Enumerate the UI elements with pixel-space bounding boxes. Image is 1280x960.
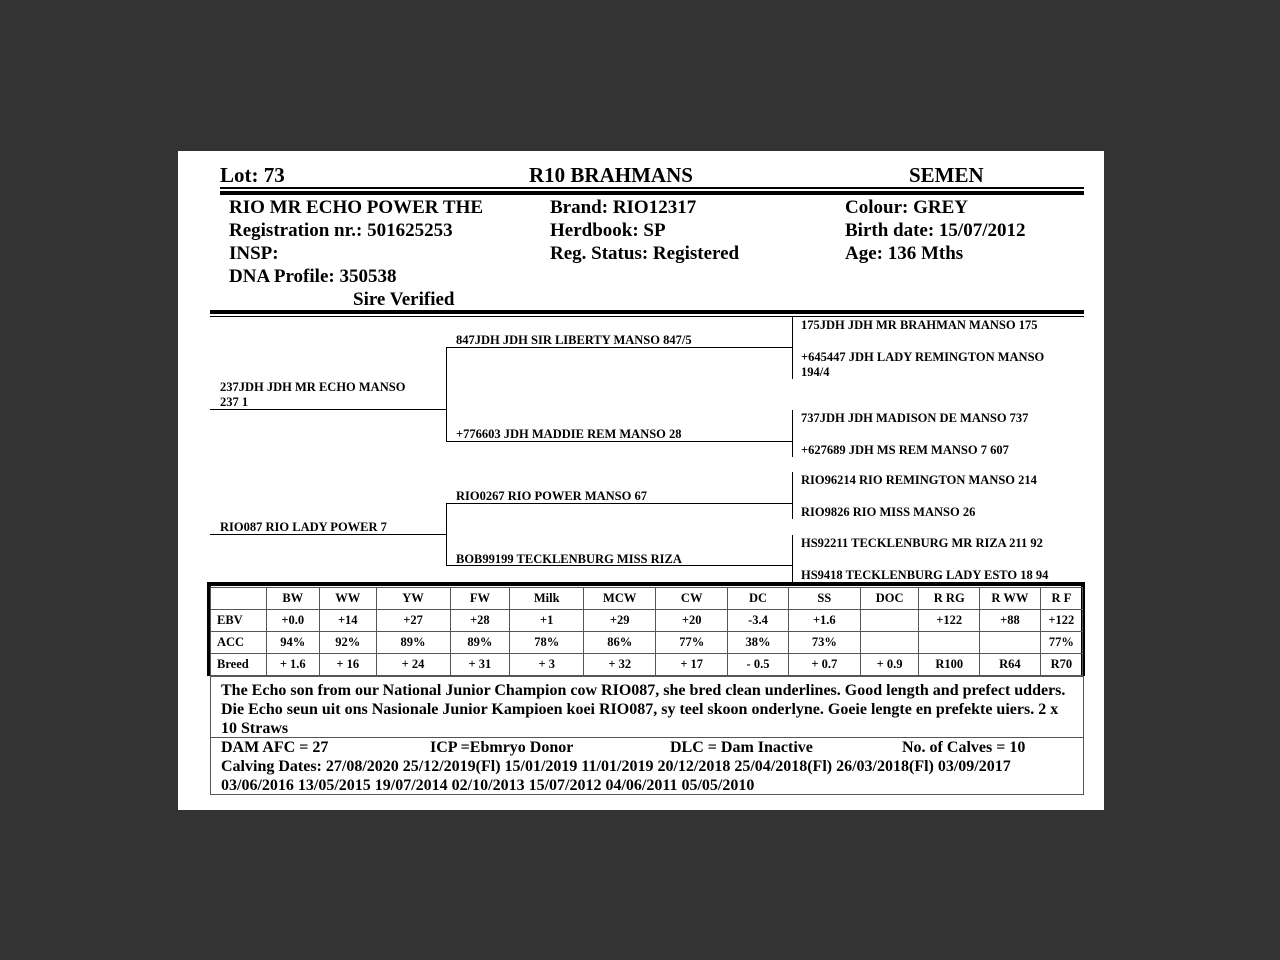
pedigree-ds-sire: RIO96214 RIO REMINGTON MANSO 214: [801, 473, 1037, 487]
ebv-header-cell: BW: [266, 588, 319, 610]
ebv-header-cell: DOC: [860, 588, 919, 610]
animal-name: RIO MR ECHO POWER THE: [229, 197, 484, 218]
ebv-cell: 73%: [788, 632, 860, 654]
pedigree-dam: RIO087 RIO LADY POWER 7: [220, 520, 387, 534]
ebv-cell: +1: [510, 610, 584, 632]
ebv-header-cell: DC: [728, 588, 789, 610]
ebv-cell: 86%: [584, 632, 656, 654]
ebv-header-cell: FW: [450, 588, 510, 610]
ebv-cell: R64: [980, 654, 1041, 676]
ebv-cell: 78%: [510, 632, 584, 654]
ebv-table-body: [211, 588, 1083, 676]
age: Age: 136 Mths: [845, 243, 964, 264]
pedigree-bracket-ss: [792, 317, 793, 379]
ebv-cell: + 0.9: [860, 654, 919, 676]
ebv-cell: 77%: [656, 632, 728, 654]
dlc-status: DLC = Dam Inactive: [670, 739, 813, 756]
ebv-row: [211, 610, 1083, 632]
pedigree-ds-dam: RIO9826 RIO MISS MANSO 26: [801, 505, 976, 519]
calving-dates-line1: Calving Dates: 27/08/2020 25/12/2019(Fl) 15/01/2019 11/01/2019 20/12/2018 25/04/2018(Fl) 26/03/2018(Fl) 03/09/2017: [221, 758, 1011, 775]
info-rule-thick: [210, 310, 1084, 314]
ebv-cell: 89%: [450, 632, 510, 654]
pedigree-bracket-ds: [792, 472, 793, 519]
comment-box: [210, 676, 1084, 795]
lot-number: Lot: 73: [220, 163, 285, 187]
pedigree-ss-sire: 175JDH JDH MR BRAHMAN MANSO 175: [801, 318, 1038, 332]
ebv-cell: + 16: [319, 654, 376, 676]
ebv-cell: + 1.6: [266, 654, 319, 676]
ebv-header-row: [211, 588, 1083, 610]
ebv-header-cell: Milk: [510, 588, 584, 610]
pedigree-sire-dam: +776603 JDH MADDIE REM MANSO 28: [456, 427, 682, 441]
ebv-cell: R100: [919, 654, 980, 676]
info-rule-thin: [210, 316, 1084, 317]
ebv-cell: + 3: [510, 654, 584, 676]
ebv-header-cell: YW: [376, 588, 450, 610]
calf-count: No. of Calves = 10: [902, 739, 1026, 756]
pedigree-dam-dam: BOB99199 TECKLENBURG MISS RIZA: [456, 552, 682, 566]
ebv-cell: + 31: [450, 654, 510, 676]
ebv-cell: 94%: [266, 632, 319, 654]
pedigree-bracket-sire: [446, 347, 447, 442]
pedigree-sd-dam: +627689 JDH MS REM MANSO 7 607: [801, 443, 1009, 457]
ebv-cell: + 0.7: [788, 654, 860, 676]
pedigree-ss-dam-line2: 194/4: [801, 365, 830, 379]
sale-type: SEMEN: [909, 163, 984, 187]
ebv-cell: [860, 632, 919, 654]
ebv-header-cell: WW: [319, 588, 376, 610]
ebv-cell: R70: [1040, 654, 1082, 676]
ebv-header-cell: MCW: [584, 588, 656, 610]
dna-profile: DNA Profile: 350538: [229, 266, 397, 287]
herdbook: Herdbook: SP: [550, 220, 666, 241]
ebv-cell: [860, 610, 919, 632]
ebv-cell: 89%: [376, 632, 450, 654]
colour: Colour: GREY: [845, 197, 968, 218]
registration-number: Registration nr.: 501625253: [229, 220, 453, 241]
ebv-cell: +28: [450, 610, 510, 632]
ebv-cell: + 17: [656, 654, 728, 676]
ebv-cell: +88: [980, 610, 1041, 632]
header-rule-thin: [220, 187, 1084, 189]
ebv-cell: + 32: [584, 654, 656, 676]
ebv-row-label: Breed: [211, 654, 267, 676]
pedigree-bracket-dam: [446, 503, 447, 566]
ebv-cell: +20: [656, 610, 728, 632]
brand: Brand: RIO12317: [550, 197, 697, 218]
sire-verified: Sire Verified: [353, 289, 455, 310]
ebv-cell: +14: [319, 610, 376, 632]
ebv-cell: 77%: [1040, 632, 1082, 654]
dam-afc: DAM AFC = 27: [221, 739, 329, 756]
ebv-header-cell: CW: [656, 588, 728, 610]
ebv-cell: 92%: [319, 632, 376, 654]
ebv-row-label: ACC: [211, 632, 267, 654]
ebv-cell: +29: [584, 610, 656, 632]
dam-info-separator: [211, 737, 1083, 738]
lot-comment: The Echo son from our National Junior Champion cow RIO087, she bred clean underlines. Good length and prefect udders. Die Echo seun uit ons Nasionale Junior Kampioen koei RIO087, sy teel skoon onderlyne. Goeie lengte en prefekte uiers. 2 x 10 Straws: [221, 682, 1066, 737]
ebv-cell: 38%: [728, 632, 789, 654]
pedigree-dd-sire: HS92211 TECKLENBURG MR RIZA 211 92: [801, 536, 1043, 550]
pedigree-dd-dam: HS9418 TECKLENBURG LADY ESTO 18 94: [801, 568, 1049, 582]
ebv-row: [211, 654, 1083, 676]
ebv-cell: +122: [919, 610, 980, 632]
ebv-header-cell: [211, 588, 267, 610]
ebv-header-cell: R WW: [980, 588, 1041, 610]
ebv-table: [210, 587, 1083, 676]
ebv-header-cell: SS: [788, 588, 860, 610]
ebv-cell: -3.4: [728, 610, 789, 632]
pedigree-ss-dam: +645447 JDH LADY REMINGTON MANSO: [801, 350, 1045, 364]
pedigree-bracket-dd: [792, 535, 793, 583]
ebv-row: [211, 632, 1083, 654]
ebv-cell: +1.6: [788, 610, 860, 632]
pedigree-sire-sire: 847JDH JDH SIR LIBERTY MANSO 847/5: [456, 333, 692, 347]
ebv-header-cell: R F: [1040, 588, 1082, 610]
birth-date: Birth date: 15/07/2012: [845, 220, 1026, 241]
ebv-cell: - 0.5: [728, 654, 789, 676]
ebv-cell: [919, 632, 980, 654]
ebv-cell: + 24: [376, 654, 450, 676]
pedigree-dam-sire: RIO0267 RIO POWER MANSO 67: [456, 489, 647, 503]
pedigree-sire: 237JDH JDH MR ECHO MANSO: [220, 380, 406, 394]
ebv-cell: +27: [376, 610, 450, 632]
insp-label: INSP:: [229, 243, 279, 264]
breeder-title: R10 BRAHMANS: [529, 163, 693, 187]
ebv-header-cell: R RG: [919, 588, 980, 610]
ebv-row-label: EBV: [211, 610, 267, 632]
icp-status: ICP =Ebmryo Donor: [430, 739, 574, 756]
header-rule-thick: [220, 191, 1084, 195]
pedigree-sd-sire: 737JDH JDH MADISON DE MANSO 737: [801, 411, 1029, 425]
reg-status: Reg. Status: Registered: [550, 243, 740, 264]
ebv-cell: +0.0: [266, 610, 319, 632]
lot-card: [178, 151, 1104, 810]
calving-dates-line2: 03/06/2016 13/05/2015 19/07/2014 02/10/2013 15/07/2012 04/06/2011 05/05/2010: [221, 777, 755, 794]
ebv-cell: [980, 632, 1041, 654]
ebv-cell: +122: [1040, 610, 1082, 632]
pedigree-sire-line2: 237 1: [220, 395, 249, 409]
pedigree-bracket-sd: [792, 410, 793, 457]
